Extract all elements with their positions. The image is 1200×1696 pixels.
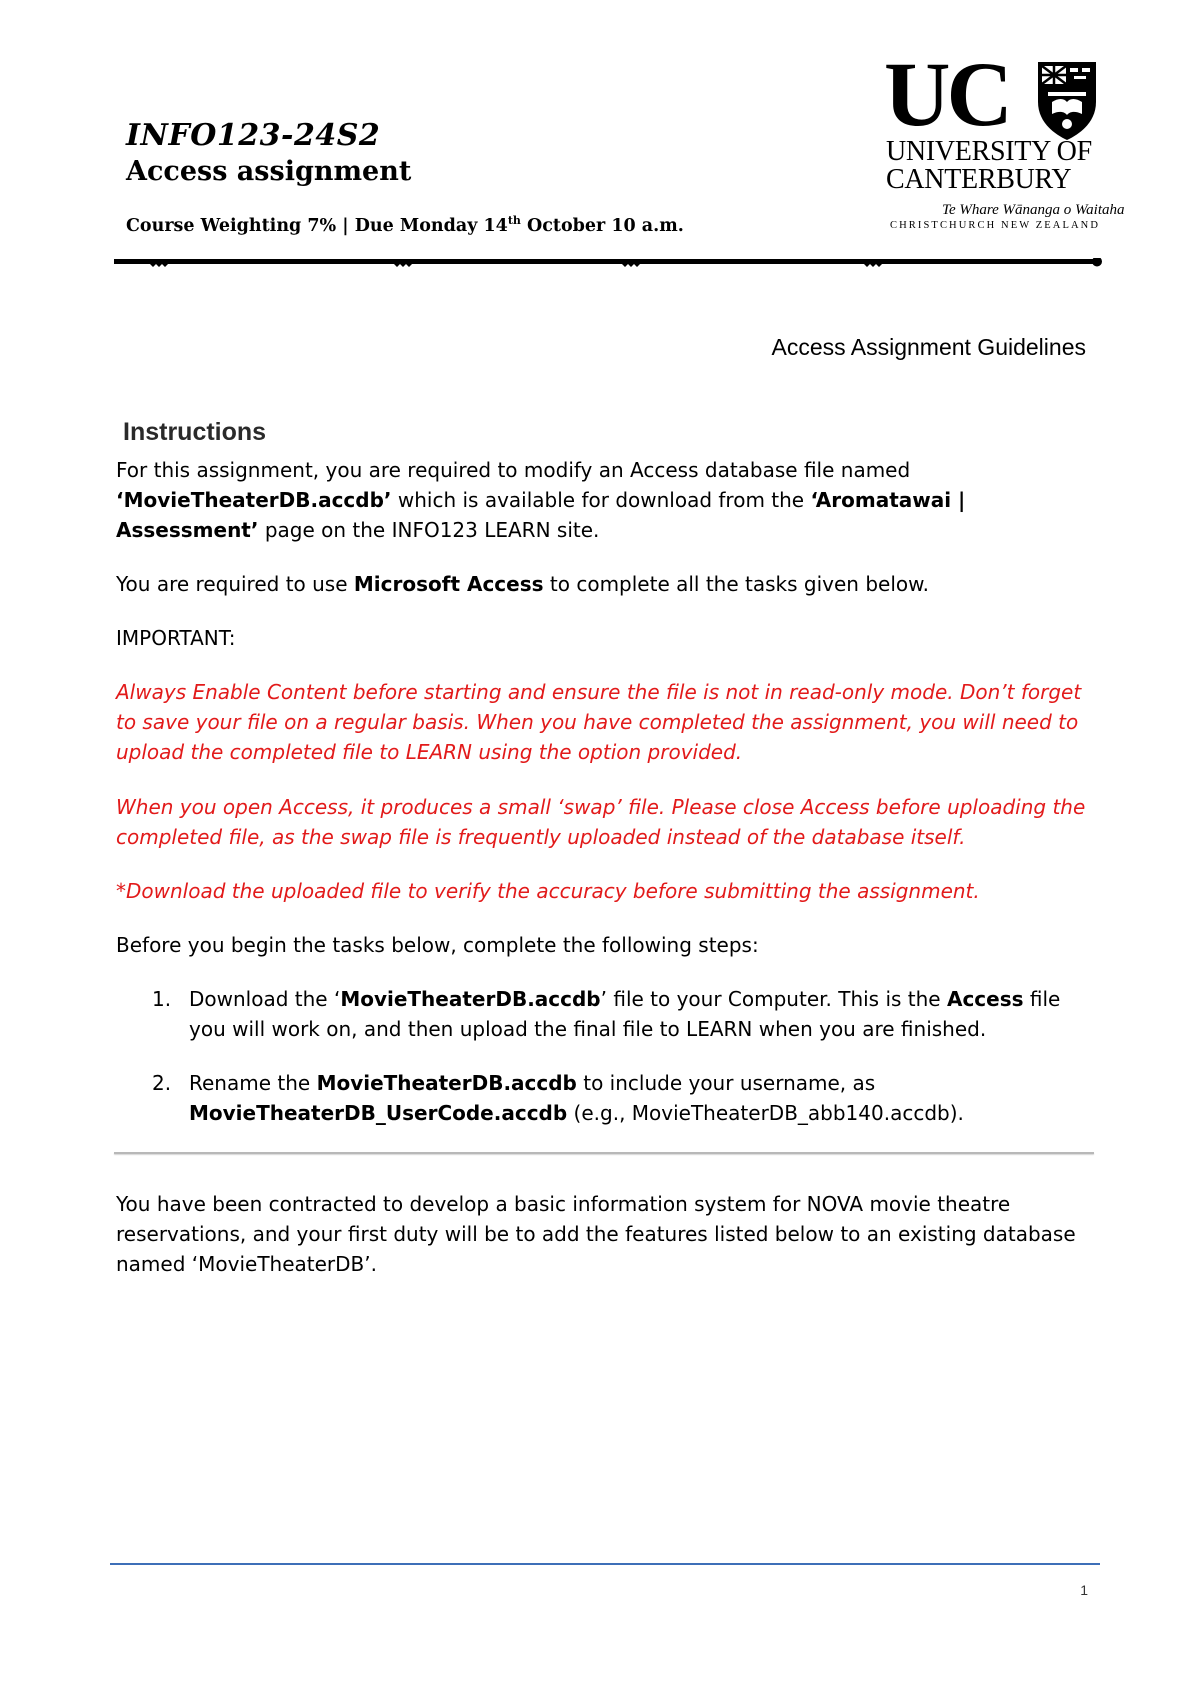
logo-line-1: UNIVERSITY OF xyxy=(886,136,1092,167)
logo-mark: UC xyxy=(884,43,1009,145)
assignment-title: Access assignment xyxy=(126,156,412,187)
intro-text-1: For this assignment, you are required to modify an Access database file named xyxy=(116,458,911,482)
step-bold: MovieTheaterDB_UserCode.accdb xyxy=(189,1101,568,1125)
use-access-text-1: You are required to use xyxy=(116,572,354,596)
step-bold: Access xyxy=(946,987,1024,1011)
red-note-3: *Download the uploaded file to verify the accuracy before submitting the assignment. xyxy=(116,879,980,903)
steps-intro: Before you begin the tasks below, complete the following steps: xyxy=(116,933,759,957)
step-number: 2. xyxy=(152,1071,172,1095)
use-access-app: Microsoft Access xyxy=(353,572,544,596)
step-bold: MovieTheaterDB.accdb xyxy=(316,1071,577,1095)
university-logo xyxy=(884,43,1125,236)
step-text: Download the ‘ xyxy=(189,987,341,1011)
intro-page-name: ‘Aromatawai | Assessment’ xyxy=(116,488,966,542)
red-note-2: When you open Access, it produces a small ‘swap’ file. Please close Access before uploading the completed file, as the swap file is frequently uploaded instead of the database itself. xyxy=(116,795,1086,849)
logo-city: CHRISTCHURCH NEW ZEALAND xyxy=(890,220,1101,231)
logo-line-2: CANTERBURY xyxy=(886,164,1072,195)
important-label: IMPORTANT: xyxy=(116,626,236,650)
meta-sup: th xyxy=(507,214,521,227)
use-access-paragraph xyxy=(116,569,1096,599)
header-rule xyxy=(114,258,1104,268)
instructions-heading: Instructions xyxy=(123,418,267,446)
meta-suffix: October 10 a.m. xyxy=(520,215,684,236)
step-text: (e.g., MovieTheaterDB_abb140.accdb). xyxy=(567,1101,964,1125)
guidelines-title: Access Assignment Guidelines xyxy=(771,334,1086,360)
intro-text-3: page on the INFO123 LEARN site. xyxy=(258,518,600,542)
steps-list xyxy=(116,984,1096,1152)
list-item xyxy=(116,1068,1096,1128)
red-note-1: Always Enable Content before starting and ensure the file is not in read-only mode. Don’t forget to save your file on a regular basis. When you have completed the assignment, you will need to upload the completed file to LEARN using the option provided. xyxy=(116,680,1082,764)
meta-prefix: Course Weighting 7% | Due Monday 14 xyxy=(126,215,508,236)
crest-icon xyxy=(1034,58,1100,142)
step-number: 1. xyxy=(152,987,172,1011)
step-text: file you will work on, and then upload the final file to LEARN when you are finished. xyxy=(189,987,1061,1041)
step-text: to include your username, as xyxy=(576,1071,876,1095)
course-meta xyxy=(126,214,684,236)
contract-paragraph: You have been contracted to develop a basic information system for NOVA movie theatre reservations, and your first duty will be to add the features listed below to an existing database named ‘MovieTheaterDB’. xyxy=(116,1192,1076,1276)
footer-rule xyxy=(110,1563,1100,1565)
use-access-text-2: to complete all the tasks given below. xyxy=(543,572,929,596)
course-code: INFO123-24S2 xyxy=(126,118,381,153)
step-text: Rename the xyxy=(189,1071,317,1095)
intro-text-2: which is available for download from the xyxy=(391,488,811,512)
list-item xyxy=(116,984,1096,1044)
section-divider xyxy=(114,1152,1094,1154)
intro-filename: ‘MovieTheaterDB.accdb’ xyxy=(116,488,392,512)
step-text: ’ file to your Computer. This is the xyxy=(600,987,947,1011)
step-bold: MovieTheaterDB.accdb xyxy=(340,987,601,1011)
intro-paragraph xyxy=(116,455,1096,545)
page-number: 1 xyxy=(1080,1582,1088,1598)
logo-maori-name: Te Whare Wānanga o Waitaha xyxy=(942,202,1125,218)
